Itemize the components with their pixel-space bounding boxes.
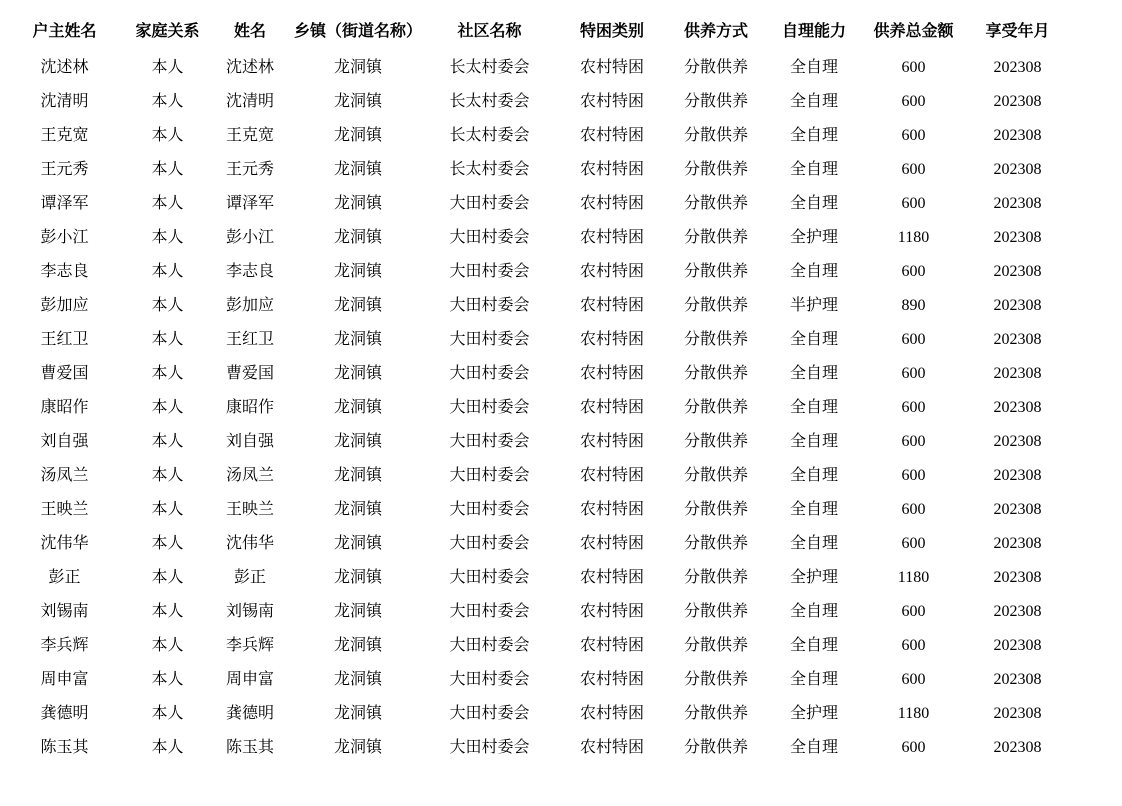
table-cell: 王红卫 [40, 331, 89, 348]
table-cell: 202308 [993, 229, 1042, 246]
table-cell: 龙洞镇 [333, 569, 382, 586]
table-cell: 分散供养 [683, 365, 748, 382]
table-cell: 大田村委会 [449, 535, 530, 552]
table-row [0, 629, 1071, 663]
table-cell: 分散供养 [683, 331, 748, 348]
table-cell: 全自理 [789, 127, 838, 144]
table-cell: 分散供养 [683, 535, 748, 552]
table-cell: 600 [901, 263, 926, 280]
table-cell: 分散供养 [683, 127, 748, 144]
table-cell: 周申富 [40, 671, 89, 688]
table-cell: 分散供养 [683, 739, 748, 756]
table-cell: 全护理 [789, 705, 838, 722]
table-cell: 本人 [151, 501, 184, 518]
table-cell: 农村特困 [579, 195, 644, 212]
table-cell: 大田村委会 [449, 671, 530, 688]
table-cell: 全自理 [789, 59, 838, 76]
table-cell: 龙洞镇 [333, 195, 382, 212]
table-cell: 大田村委会 [449, 569, 530, 586]
table-cell: 全自理 [789, 637, 838, 654]
table-cell: 202308 [993, 671, 1042, 688]
table-row [0, 425, 1071, 459]
table-cell: 龙洞镇 [333, 705, 382, 722]
table-cell: 1180 [897, 229, 930, 246]
table-cell: 彭加应 [40, 297, 89, 314]
table-cell: 李兵辉 [225, 637, 274, 654]
table-cell: 本人 [151, 569, 184, 586]
table-row [0, 119, 1071, 153]
table-cell: 农村特困 [579, 467, 644, 484]
table-cell: 202308 [993, 127, 1042, 144]
table-row [0, 459, 1071, 493]
table-cell: 农村特困 [579, 127, 644, 144]
table-cell: 龙洞镇 [333, 263, 382, 280]
table-cell: 本人 [151, 93, 184, 110]
table-cell: 本人 [151, 127, 184, 144]
table-cell: 202308 [993, 467, 1042, 484]
table-cell: 龙洞镇 [333, 535, 382, 552]
table-cell: 全自理 [789, 501, 838, 518]
table-row [0, 391, 1071, 425]
table-cell: 沈述林 [225, 59, 274, 76]
table-row [0, 527, 1071, 561]
table-cell: 龙洞镇 [333, 93, 382, 110]
table-row [0, 221, 1071, 255]
table-cell: 分散供养 [683, 263, 748, 280]
table-cell: 农村特困 [579, 535, 644, 552]
table-cell: 全护理 [789, 569, 838, 586]
table-row [0, 85, 1071, 119]
table-cell: 大田村委会 [449, 603, 530, 620]
table-cell: 陈玉其 [225, 739, 274, 756]
table-cell: 202308 [993, 739, 1042, 756]
table-cell: 本人 [151, 263, 184, 280]
table-cell: 本人 [151, 229, 184, 246]
table-cell: 202308 [993, 569, 1042, 586]
table-cell: 龙洞镇 [333, 603, 382, 620]
table-cell: 龙洞镇 [333, 331, 382, 348]
table-cell: 大田村委会 [449, 705, 530, 722]
table-cell: 大田村委会 [449, 501, 530, 518]
table-cell: 龙洞镇 [333, 637, 382, 654]
table-cell: 600 [901, 501, 926, 518]
table-cell: 曹爱国 [40, 365, 89, 382]
table-cell: 龙洞镇 [333, 739, 382, 756]
table-cell: 202308 [993, 535, 1042, 552]
table-cell: 202308 [993, 331, 1042, 348]
table-cell: 农村特困 [579, 297, 644, 314]
table-cell: 本人 [151, 161, 184, 178]
table-cell: 分散供养 [683, 637, 748, 654]
table-cell: 农村特困 [579, 331, 644, 348]
table-cell: 1180 [897, 569, 930, 586]
table-cell: 龙洞镇 [333, 161, 382, 178]
table-cell: 康昭作 [225, 399, 274, 416]
column-header-hardship-category: 特困类别 [579, 23, 644, 40]
table-cell: 600 [901, 59, 926, 76]
table-cell: 沈清明 [40, 93, 89, 110]
table-cell: 本人 [151, 331, 184, 348]
table-row [0, 561, 1071, 595]
table-cell: 农村特困 [579, 603, 644, 620]
table-cell: 600 [901, 467, 926, 484]
table-cell: 本人 [151, 433, 184, 450]
table-cell: 刘自强 [40, 433, 89, 450]
table-cell: 农村特困 [579, 501, 644, 518]
table-cell: 全护理 [789, 229, 838, 246]
table-cell: 分散供养 [683, 59, 748, 76]
table-cell: 长太村委会 [449, 59, 530, 76]
table-cell: 王元秀 [225, 161, 274, 178]
table-cell: 长太村委会 [449, 93, 530, 110]
table-cell: 分散供养 [683, 93, 748, 110]
table-row [0, 51, 1071, 85]
table-cell: 王红卫 [225, 331, 274, 348]
table-cell: 大田村委会 [449, 399, 530, 416]
table-cell: 长太村委会 [449, 127, 530, 144]
table-cell: 龙洞镇 [333, 399, 382, 416]
table-cell: 农村特困 [579, 263, 644, 280]
table-cell: 600 [901, 161, 926, 178]
table-cell: 202308 [993, 603, 1042, 620]
table-cell: 大田村委会 [449, 637, 530, 654]
table-cell: 龙洞镇 [333, 433, 382, 450]
table-cell: 本人 [151, 365, 184, 382]
table-row [0, 153, 1071, 187]
table-cell: 202308 [993, 263, 1042, 280]
table-row [0, 357, 1071, 391]
table-cell: 大田村委会 [449, 467, 530, 484]
table-cell: 全自理 [789, 93, 838, 110]
table-cell: 202308 [993, 399, 1042, 416]
table-row [0, 289, 1071, 323]
table-cell: 本人 [151, 399, 184, 416]
table-cell: 600 [901, 739, 926, 756]
table-cell: 王映兰 [225, 501, 274, 518]
table-cell: 沈伟华 [40, 535, 89, 552]
table-row [0, 697, 1071, 731]
column-header-community: 社区名称 [457, 23, 522, 40]
table-cell: 农村特困 [579, 637, 644, 654]
column-header-township: 乡镇（街道名称） [294, 23, 422, 40]
table-cell: 分散供养 [683, 501, 748, 518]
table-cell: 大田村委会 [449, 365, 530, 382]
table-cell: 农村特困 [579, 739, 644, 756]
table-cell: 202308 [993, 365, 1042, 382]
table-cell: 分散供养 [683, 161, 748, 178]
document-page [0, 13, 1122, 765]
table-cell: 龙洞镇 [333, 59, 382, 76]
table-cell: 大田村委会 [449, 195, 530, 212]
table-cell: 刘锡南 [225, 603, 274, 620]
table-cell: 全自理 [789, 535, 838, 552]
table-cell: 202308 [993, 59, 1042, 76]
table-header [0, 13, 1071, 51]
table-row [0, 595, 1071, 629]
table-cell: 600 [901, 331, 926, 348]
table-row [0, 493, 1071, 527]
table-cell: 刘自强 [225, 433, 274, 450]
table-cell: 202308 [993, 161, 1042, 178]
table-cell: 李志良 [40, 263, 89, 280]
table-cell: 本人 [151, 467, 184, 484]
table-cell: 本人 [151, 603, 184, 620]
table-cell: 分散供养 [683, 705, 748, 722]
column-header-support-method: 供养方式 [683, 23, 748, 40]
table-cell: 李志良 [225, 263, 274, 280]
table-cell: 本人 [151, 705, 184, 722]
table-cell: 600 [901, 195, 926, 212]
table-cell: 龙洞镇 [333, 127, 382, 144]
table-cell: 202308 [993, 93, 1042, 110]
table-cell: 龙洞镇 [333, 229, 382, 246]
table-cell: 分散供养 [683, 229, 748, 246]
table-cell: 分散供养 [683, 195, 748, 212]
table-cell: 分散供养 [683, 297, 748, 314]
table-cell: 长太村委会 [449, 161, 530, 178]
table-cell: 600 [901, 127, 926, 144]
table-cell: 汤凤兰 [40, 467, 89, 484]
table-cell: 谭泽军 [40, 195, 89, 212]
table-cell: 600 [901, 399, 926, 416]
table-cell: 分散供养 [683, 433, 748, 450]
table-cell: 农村特困 [579, 365, 644, 382]
table-cell: 全自理 [789, 603, 838, 620]
table-cell: 王元秀 [40, 161, 89, 178]
table-cell: 彭正 [233, 569, 266, 586]
table-cell: 全自理 [789, 161, 838, 178]
table-cell: 农村特困 [579, 433, 644, 450]
table-cell: 汤凤兰 [225, 467, 274, 484]
table-cell: 沈述林 [40, 59, 89, 76]
table-cell: 龙洞镇 [333, 501, 382, 518]
table-cell: 全自理 [789, 331, 838, 348]
table-cell: 农村特困 [579, 705, 644, 722]
table-cell: 全自理 [789, 433, 838, 450]
table-cell: 大田村委会 [449, 263, 530, 280]
table-cell: 沈清明 [225, 93, 274, 110]
table-row [0, 731, 1071, 765]
table-cell: 刘锡南 [40, 603, 89, 620]
table-cell: 大田村委会 [449, 297, 530, 314]
column-header-family-relation: 家庭关系 [135, 23, 200, 40]
table-cell: 农村特困 [579, 59, 644, 76]
table-cell: 彭小江 [40, 229, 89, 246]
table-cell: 大田村委会 [449, 433, 530, 450]
table-cell: 600 [901, 535, 926, 552]
table-cell: 龙洞镇 [333, 297, 382, 314]
table-cell: 分散供养 [683, 603, 748, 620]
table-cell: 曹爱国 [225, 365, 274, 382]
table-cell: 202308 [993, 297, 1042, 314]
table-cell: 农村特困 [579, 161, 644, 178]
table-cell: 全自理 [789, 399, 838, 416]
table-cell: 890 [901, 297, 926, 314]
table-cell: 彭加应 [225, 297, 274, 314]
table-cell: 王映兰 [40, 501, 89, 518]
table-cell: 龚德明 [40, 705, 89, 722]
table-cell: 600 [901, 365, 926, 382]
table-cell: 全自理 [789, 263, 838, 280]
table-cell: 谭泽军 [225, 195, 274, 212]
table-cell: 202308 [993, 433, 1042, 450]
table-cell: 农村特困 [579, 569, 644, 586]
table-row [0, 323, 1071, 357]
table-cell: 600 [901, 637, 926, 654]
table-cell: 全自理 [789, 671, 838, 688]
table-row [0, 663, 1071, 697]
table-cell: 农村特困 [579, 399, 644, 416]
table-cell: 全自理 [789, 365, 838, 382]
table-cell: 王克宽 [225, 127, 274, 144]
table-cell: 半护理 [789, 297, 838, 314]
table-header-row [0, 13, 1071, 51]
table-cell: 本人 [151, 297, 184, 314]
table-cell: 600 [901, 433, 926, 450]
table-cell: 分散供养 [683, 569, 748, 586]
table-cell: 分散供养 [683, 467, 748, 484]
table-cell: 600 [901, 671, 926, 688]
table-row [0, 255, 1071, 289]
table-cell: 分散供养 [683, 671, 748, 688]
table-cell: 农村特困 [579, 229, 644, 246]
table-cell: 周申富 [225, 671, 274, 688]
table-cell: 彭正 [48, 569, 81, 586]
table-cell: 龚德明 [225, 705, 274, 722]
table-cell: 陈玉其 [40, 739, 89, 756]
table-cell: 大田村委会 [449, 331, 530, 348]
table-cell: 全自理 [789, 467, 838, 484]
table-cell: 202308 [993, 195, 1042, 212]
table-cell: 分散供养 [683, 399, 748, 416]
table-cell: 龙洞镇 [333, 467, 382, 484]
table-cell: 本人 [151, 195, 184, 212]
column-header-householder-name: 户主姓名 [32, 23, 97, 40]
table-cell: 农村特困 [579, 93, 644, 110]
table-cell: 沈伟华 [225, 535, 274, 552]
table-cell: 李兵辉 [40, 637, 89, 654]
table-cell: 全自理 [789, 739, 838, 756]
table-cell: 202308 [993, 637, 1042, 654]
table-body [0, 51, 1071, 765]
table-row [0, 187, 1071, 221]
column-header-benefit-year-month: 享受年月 [985, 23, 1050, 40]
table-cell: 1180 [897, 705, 930, 722]
column-header-name: 姓名 [233, 23, 266, 40]
table-cell: 龙洞镇 [333, 671, 382, 688]
table-cell: 彭小江 [225, 229, 274, 246]
table-cell: 康昭作 [40, 399, 89, 416]
table-cell: 本人 [151, 739, 184, 756]
table-cell: 本人 [151, 535, 184, 552]
table-cell: 全自理 [789, 195, 838, 212]
table-cell: 大田村委会 [449, 229, 530, 246]
table-cell: 农村特困 [579, 671, 644, 688]
table-cell: 600 [901, 603, 926, 620]
welfare-recipients-table [0, 13, 1071, 765]
table-cell: 600 [901, 93, 926, 110]
column-header-self-care-ability: 自理能力 [781, 23, 846, 40]
table-cell: 大田村委会 [449, 739, 530, 756]
table-cell: 202308 [993, 705, 1042, 722]
column-header-total-support-amount: 供养总金额 [873, 23, 954, 40]
table-cell: 本人 [151, 671, 184, 688]
table-cell: 202308 [993, 501, 1042, 518]
table-cell: 王克宽 [40, 127, 89, 144]
table-cell: 龙洞镇 [333, 365, 382, 382]
table-cell: 本人 [151, 59, 184, 76]
table-cell: 本人 [151, 637, 184, 654]
